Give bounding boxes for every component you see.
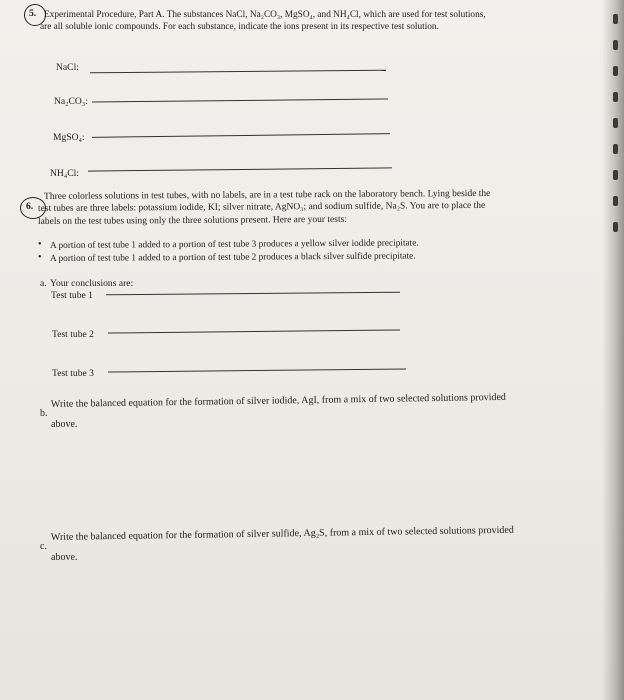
binder-mark — [613, 66, 618, 76]
test-tube-2-answer-line[interactable] — [108, 329, 400, 333]
part-b-label: b. — [40, 408, 48, 419]
test-tube-3-label: Test tube 3 — [52, 368, 94, 379]
mgso4-answer-line[interactable] — [92, 133, 390, 138]
nacl-answer-line[interactable] — [90, 70, 386, 74]
part-c-label: c. — [40, 541, 47, 552]
test-tube-2-label: Test tube 2 — [52, 329, 94, 340]
question-5-number: 5. — [29, 8, 37, 19]
nh4cl-answer-line[interactable] — [88, 167, 392, 171]
part-a-text: Your conclusions are: — [50, 278, 134, 289]
binder-mark — [613, 40, 618, 50]
binder-mark — [613, 144, 618, 154]
binder-mark — [613, 118, 618, 128]
nacl-label: NaCl: — [56, 62, 79, 73]
test-tube-1-label: Test tube 1 — [51, 290, 93, 301]
question-5-line-1: Experimental Procedure, Part A. The substances NaCl, Na₂CO₃, MgSO₄, and NH₄Cl, which are used for test solutions, — [44, 10, 486, 20]
question-6-line-3: labels on the test tubes using only the three solutions present. Here are your tests: — [37, 214, 347, 227]
binder-mark — [613, 222, 618, 232]
test-tube-1-answer-line[interactable] — [106, 292, 400, 296]
bullet-1-dot: • — [38, 239, 42, 250]
test-bullet-1: A portion of test tube 1 added to a portion of test tube 3 produces a yellow silver iodide precipitate. — [49, 238, 419, 251]
part-c-line-2: above. — [51, 552, 78, 563]
part-c-line-1: Write the balanced equation for the formation of silver sulfide, Ag₂S, from a mix of two selected solutions provided — [50, 524, 514, 544]
bullet-2-dot: • — [38, 252, 42, 263]
binder-mark — [613, 196, 618, 206]
na2co3-label: Na₂CO₃: — [54, 96, 88, 107]
binder-mark — [613, 14, 618, 24]
na2co3-answer-line[interactable] — [92, 98, 388, 102]
question-5-line-2: are all soluble ionic compounds. For each substance, indicate the ions present in its respective test solution. — [40, 22, 439, 32]
binder-mark — [613, 92, 618, 102]
test-bullet-2: A portion of test tube 1 added to a portion of test tube 2 produces a black silver sulfide precipitate. — [49, 251, 416, 264]
part-a-label: a. — [40, 278, 47, 289]
mgso4-label: MgSO₄: — [53, 132, 85, 143]
question-6-number: 6. — [26, 201, 34, 212]
binder-mark — [613, 170, 618, 180]
part-b-line-2: above. — [51, 419, 78, 430]
test-tube-3-answer-line[interactable] — [108, 368, 406, 372]
question-6-line-1: Three colorless solutions in test tubes, with no labels, are in a test tube rack on the laboratory bench. Lying beside the — [43, 188, 491, 202]
part-b-line-1: Write the balanced equation for the formation of silver iodide, AgI, from a mix of two selected solutions provided — [50, 391, 506, 411]
page-edge-shadow — [602, 0, 624, 700]
question-6-line-2: test tubes are three labels: potassium iodide, KI; silver nitrate, AgNO₃; and sodium sulfide, Na₂S. You are to place the — [37, 200, 486, 214]
nh4cl-label: NH₄Cl: — [50, 168, 79, 179]
